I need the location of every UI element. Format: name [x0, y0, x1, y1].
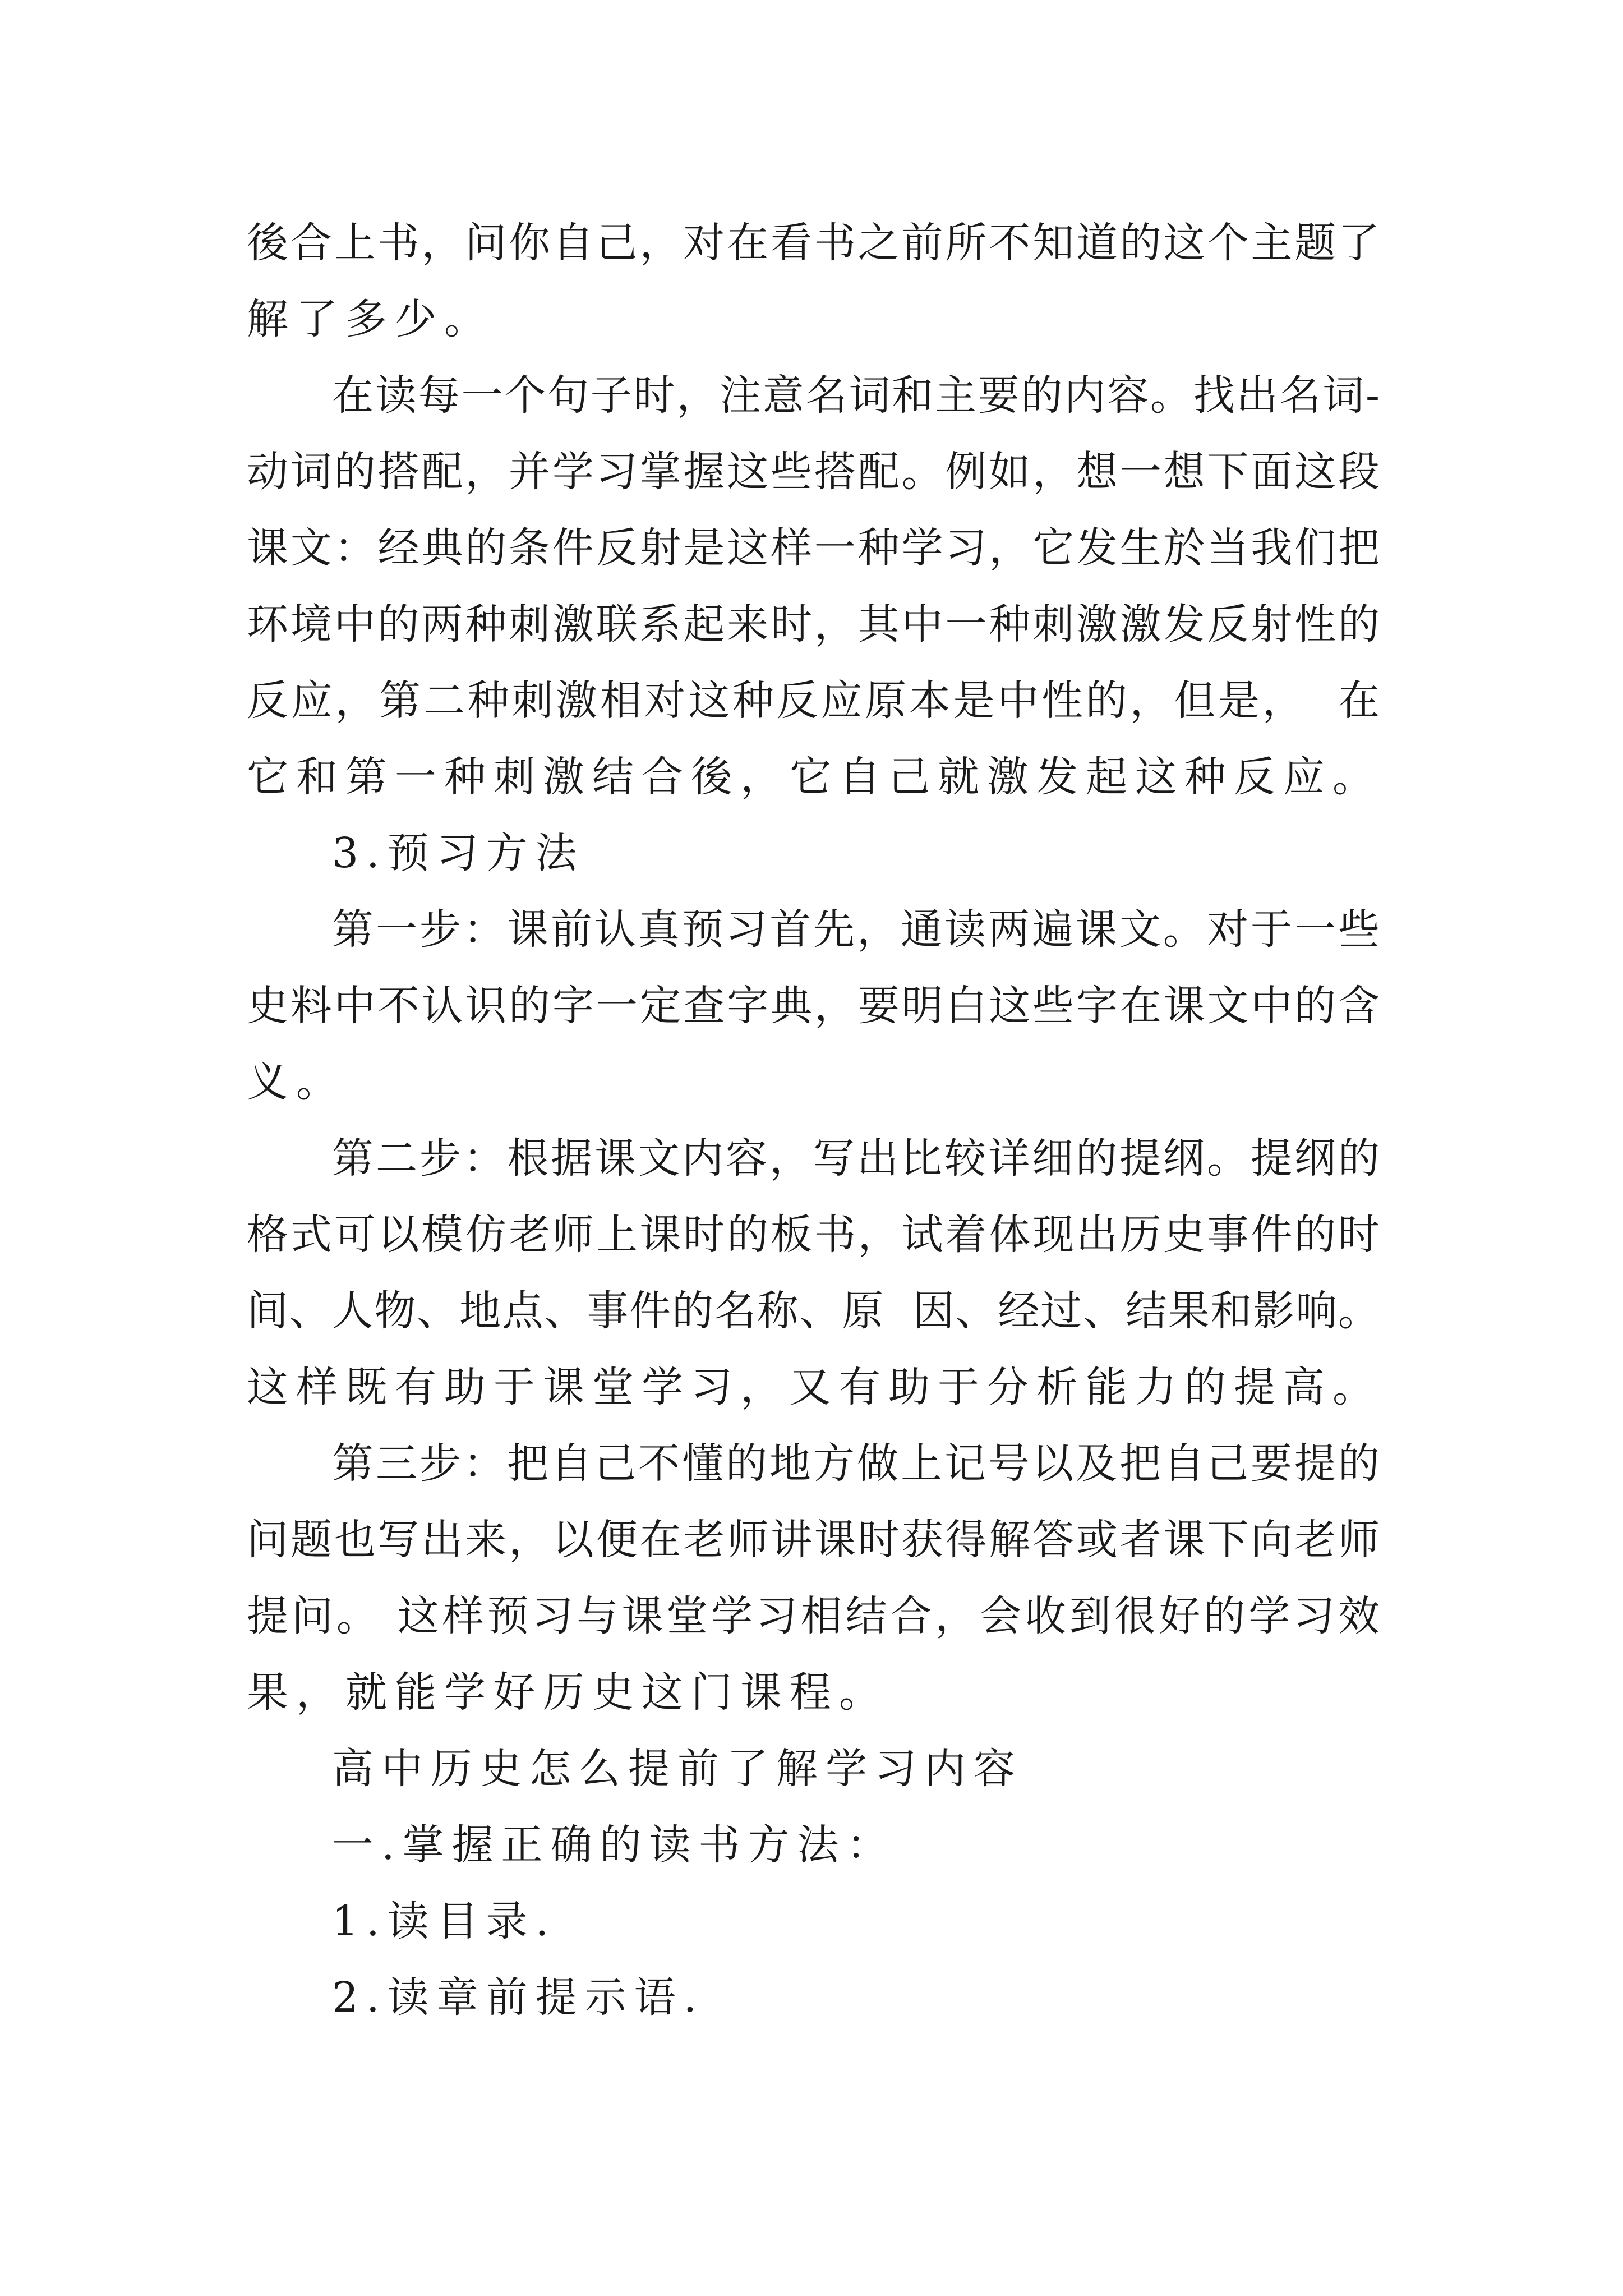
list-item: 1.读目录.: [332, 1897, 557, 1945]
paragraph-line: 格式可以模仿老师上课时的板书，试着体现出历史事件的时: [247, 1211, 1380, 1259]
paragraph-line: 课文：经典的条件反射是这样一种学习，它发生於当我们把: [247, 524, 1380, 572]
paragraph-line: 第三步：把自己不懂的地方做上记号以及把自己要提的: [332, 1439, 1380, 1488]
paragraph-line: 间、人物、地点、事件的名称、原 因、经过、结果和影响。: [247, 1287, 1380, 1335]
list-heading: 一.掌握正确的读书方法：: [332, 1821, 896, 1869]
paragraph-line: 问题也写出来，以便在老师讲课时获得解答或者课下向老师: [247, 1516, 1380, 1564]
paragraph-line: 第一步：课前认真预习首先，通读两遍课文。对于一些: [332, 905, 1380, 954]
paragraph-line: 第二步：根据课文内容，写出比较详细的提纲。提纲的: [332, 1134, 1380, 1182]
paragraph-line: 义。: [247, 1058, 345, 1106]
paragraph-line: 环境中的两种刺激联系起来时，其中一种刺激激发反射性的: [247, 600, 1380, 648]
paragraph-line: 反应，第二种刺激相对这种反应原本是中性的，但是， 在: [247, 677, 1380, 725]
paragraph-line: 果，就能学好历史这门课程。: [247, 1668, 888, 1717]
paragraph-line: 解了多少。: [247, 295, 494, 343]
paragraph-line: 这样既有助于课堂学习，又有助于分析能力的提高。: [247, 1363, 1382, 1411]
paragraph-line: 动词的搭配，并学习掌握这些搭配。例如，想一想下面这段: [247, 448, 1380, 496]
paragraph-line: 在读每一个句子时，注意名词和主要的内容。找出名词-: [332, 371, 1380, 420]
paragraph-line: 後合上书，问你自己，对在看书之前所不知道的这个主题了: [247, 219, 1380, 267]
paragraph-line: 提问。 这样预习与课堂学习相结合，会收到很好的学习效: [247, 1592, 1380, 1640]
paragraph-line: 它和第一种刺激结合後，它自己就激发起这种反应。: [247, 753, 1382, 801]
paragraph-line: 史料中不认识的字一定查字典，要明白这些字在课文中的含: [247, 982, 1380, 1030]
section-heading: 3.预习方法: [332, 829, 585, 877]
list-item: 2.读章前提示语.: [332, 1973, 705, 2022]
section-heading: 高中历史怎么提前了解学习内容: [332, 1745, 1023, 1793]
